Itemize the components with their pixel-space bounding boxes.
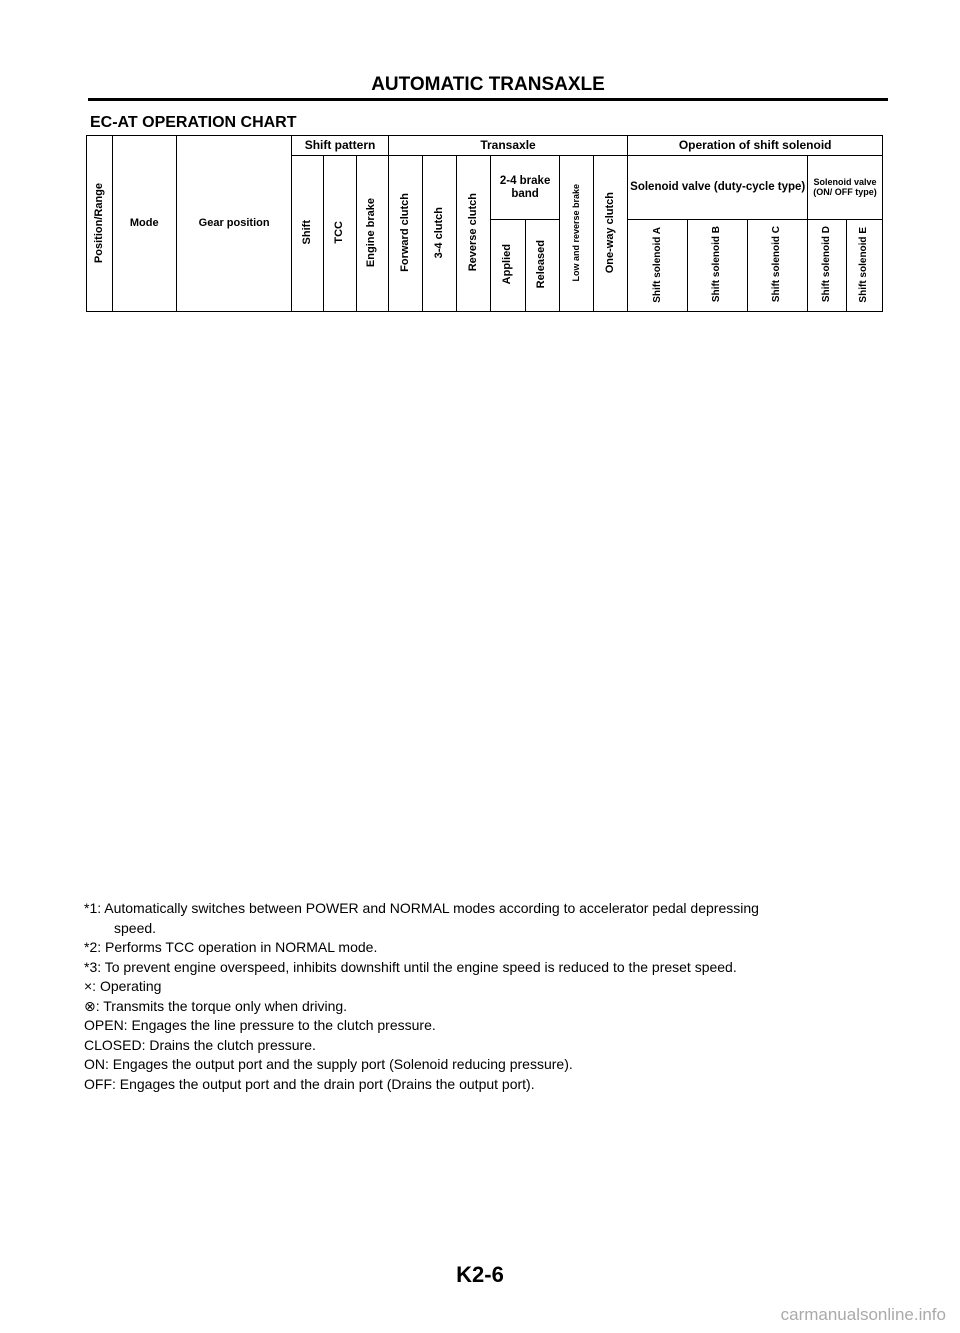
chart-title: EC-AT OPERATION CHART (90, 114, 297, 131)
page-header-title: AUTOMATIC TRANSAXLE (371, 74, 605, 95)
note-line: *1: Automatically switches between POWER and NORMAL modes according to accelerator pedal depressing (84, 900, 759, 916)
transaxle-header: Transaxle (388, 136, 628, 156)
operation-chart-table (86, 135, 883, 312)
forward-clutch-header: Forward clutch (388, 156, 422, 312)
solenoid-b-header: Shift solenoid B (688, 220, 748, 312)
reverse-clutch-header: Reverse clutch (457, 156, 491, 312)
shift-header: Shift (292, 156, 324, 312)
note-line: ON: Engages the output port and the supply port (Solenoid reducing pressure). (84, 1056, 573, 1072)
solenoid-e-header: Shift solenoid E (846, 220, 882, 312)
note-line: OPEN: Engages the line pressure to the clutch pressure. (84, 1017, 436, 1033)
mode-header: Mode (112, 136, 176, 312)
solenoid-d-header: Shift solenoid D (808, 220, 847, 312)
shift-solenoid-header: Operation of shift solenoid (628, 136, 883, 156)
oneway-clutch-header: One-way clutch (594, 156, 628, 312)
header-rule (88, 98, 888, 101)
solenoid-duty-header: Solenoid valve (duty-cycle type) (628, 156, 808, 220)
solenoid-onoff-header: Solenoid valve (ON/ OFF type) (808, 156, 883, 220)
applied-header: Applied (491, 220, 525, 312)
page-number: K2-6 (456, 1262, 504, 1287)
released-header: Released (525, 220, 559, 312)
note-line: ×: Operating (84, 978, 162, 994)
brake-band-header: 2-4 brake band (491, 156, 559, 220)
gear-position-header: Gear position (176, 136, 292, 312)
engine-brake-header: Engine brake (356, 156, 388, 312)
note-line: CLOSED: Drains the clutch pressure. (84, 1036, 316, 1053)
footnotes (84, 899, 884, 1094)
clutch-34-header: 3-4 clutch (422, 156, 456, 312)
note-line: OFF: Engages the output port and the drain port (Drains the output port). (84, 1075, 535, 1092)
solenoid-a-header: Shift solenoid A (628, 220, 688, 312)
solenoid-c-header: Shift solenoid C (748, 220, 808, 312)
note-line: speed. (114, 919, 157, 936)
tcc-header: TCC (324, 156, 356, 312)
note-line: *3: To prevent engine overspeed, inhibits downshift until the engine speed is reduced to the preset speed. (84, 958, 737, 975)
shift-pattern-header: Shift pattern (292, 136, 388, 156)
note-line: *2: Performs TCC operation in NORMAL mode. (84, 939, 378, 955)
watermark: carmanualsonline.info (780, 1305, 946, 1324)
note-line: ⊗: Transmits the torque only when driving. (84, 997, 348, 1014)
position-range-header: Position/Range (87, 136, 113, 312)
low-reverse-brake-header: Low and reverse brake (559, 156, 593, 312)
